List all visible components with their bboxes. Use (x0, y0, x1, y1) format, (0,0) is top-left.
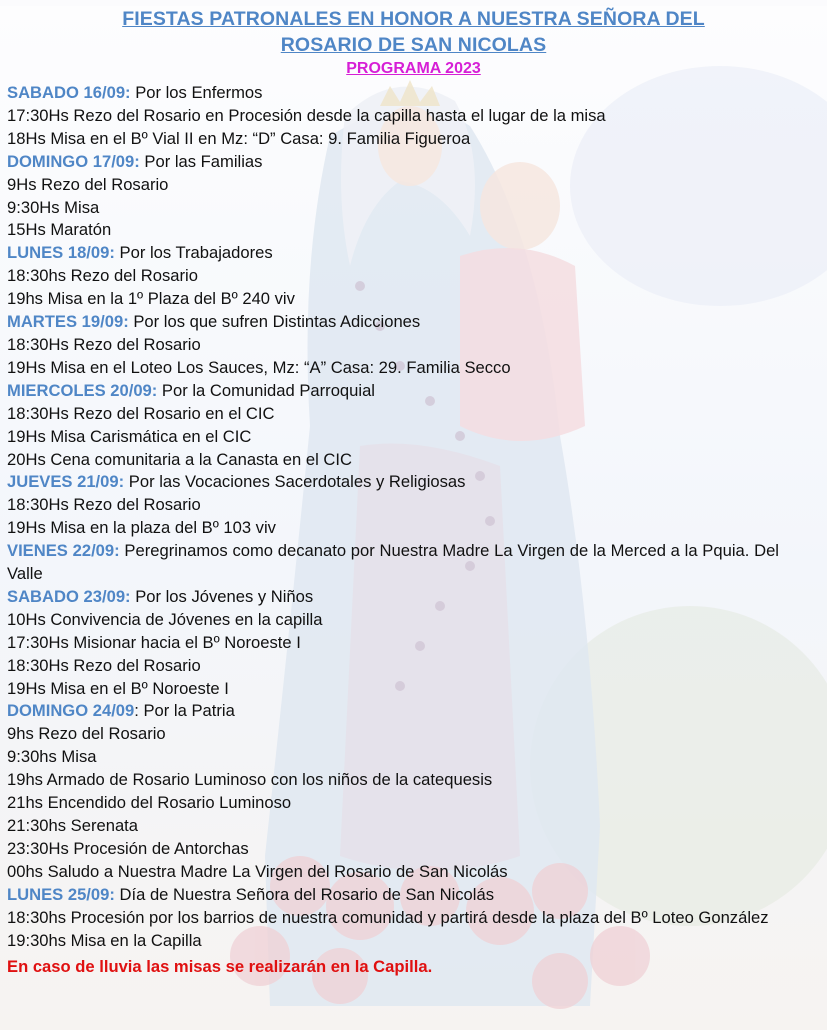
event-item: 9Hs Rezo del Rosario (7, 174, 169, 194)
day-label: LUNES 25/09: (7, 884, 115, 904)
event-item: 00hs Saludo a Nuestra Madre La Virgen del Rosario de San Nicolás (7, 861, 508, 881)
event-item: 17:30Hs Misionar hacia el Bº Noroeste I (7, 632, 301, 652)
day-heading (7, 311, 779, 334)
day-intention: Por los Jóvenes y Niños (130, 586, 314, 606)
day-label: SABADO 23/09: (7, 586, 131, 606)
day-intention: : Por la Patria (134, 701, 235, 721)
day-intention: Día de Nuestra Señora del Rosario de San Nicolás (114, 884, 495, 904)
day-intention: Por las Familias (139, 151, 263, 171)
day-heading (7, 471, 779, 494)
event-item: 19Hs Misa en el Bº Noroeste I (7, 678, 229, 698)
title-line-1: FIESTAS PATRONALES EN HONOR A NUESTRA SEÑORA DEL (122, 8, 705, 30)
day-label: MARTES 19/09: (7, 312, 129, 332)
program-subtitle: PROGRAMA 2023 (346, 60, 481, 77)
day-label: VIENES 22/09: (7, 541, 120, 561)
day-intention: Por los Trabajadores (114, 243, 273, 263)
day-heading (7, 380, 779, 403)
title-line-2: ROSARIO DE SAN NICOLAS (280, 34, 547, 56)
day-label: DOMINGO 24/09 (7, 701, 135, 721)
event-item: 18:30Hs Rezo del Rosario (7, 495, 201, 515)
day-intention: Peregrinamos como decanato por Nuestra Madre La Virgen de la Merced a la Pquia. Del Valle (7, 541, 779, 584)
event-item: 19:30hs Misa en la Capilla (7, 930, 202, 950)
event-item: 18:30hs Rezo del Rosario (7, 266, 198, 286)
event-item: 9:30hs Misa (7, 747, 97, 767)
event-item: 18:30Hs Rezo del Rosario en el CIC (7, 403, 275, 423)
day-label: MIERCOLES 20/09: (7, 380, 158, 400)
event-item: 9:30Hs Misa (7, 197, 100, 217)
event-item: 18Hs Misa en el Bº Vial II en Mz: “D” Casa: 9. Familia Figueroa (7, 128, 471, 148)
day-label: JUEVES 21/09: (7, 472, 125, 492)
day-intention: Por las Vocaciones Sacerdotales y Religiosas (124, 472, 466, 492)
event-item: 17:30Hs Rezo del Rosario en Procesión desde la capilla hasta el lugar de la misa (7, 105, 606, 125)
event-item: 19hs Misa en la 1º Plaza del Bº 240 viv (7, 289, 295, 309)
day-heading (7, 82, 779, 105)
day-heading (7, 884, 779, 907)
event-item: 10Hs Convivencia de Jóvenes en la capilla (7, 609, 323, 629)
event-item: 20Hs Cena comunitaria a la Canasta en el CIC (7, 449, 352, 469)
day-intention: Por la Comunidad Parroquial (157, 380, 375, 400)
day-heading (7, 540, 779, 586)
day-intention: Por los Enfermos (130, 83, 263, 102)
event-item: 21:30hs Serenata (7, 816, 139, 835)
day-heading (7, 151, 779, 174)
day-label: DOMINGO 17/09: (7, 151, 140, 171)
event-item: 19hs Armado de Rosario Luminoso con los niños de la catequesis (7, 770, 493, 790)
day-heading (7, 242, 779, 265)
event-item: 19Hs Misa Carismática en el CIC (7, 426, 252, 446)
event-item: 9hs Rezo del Rosario (7, 724, 166, 744)
day-label: LUNES 18/09: (7, 243, 115, 263)
schedule-list (7, 82, 779, 952)
event-item: 15Hs Maratón (7, 220, 112, 240)
day-heading (7, 700, 779, 723)
event-item: 19Hs Misa en el Loteo Los Sauces, Mz: “A” Casa: 29. Familia Secco (7, 357, 511, 377)
page-title (0, 6, 827, 58)
day-label: SABADO 16/09: (7, 83, 131, 102)
day-heading (7, 586, 779, 609)
event-item: 19Hs Misa en la plaza del Bº 103 viv (7, 518, 276, 538)
event-item: 18:30Hs Rezo del Rosario (7, 334, 201, 354)
event-item: 18:30hs Procesión por los barrios de nuestra comunidad y partirá desde la plaza del Bº Loteo González (7, 907, 769, 927)
rain-notice: En caso de lluvia las misas se realizarán en la Capilla. (7, 957, 433, 977)
event-item: 18:30Hs Rezo del Rosario (7, 655, 201, 675)
day-intention: Por los que sufren Distintas Adicciones (128, 312, 421, 332)
event-item: 21hs Encendido del Rosario Luminoso (7, 793, 292, 813)
event-item: 23:30Hs Procesión de Antorchas (7, 838, 249, 858)
